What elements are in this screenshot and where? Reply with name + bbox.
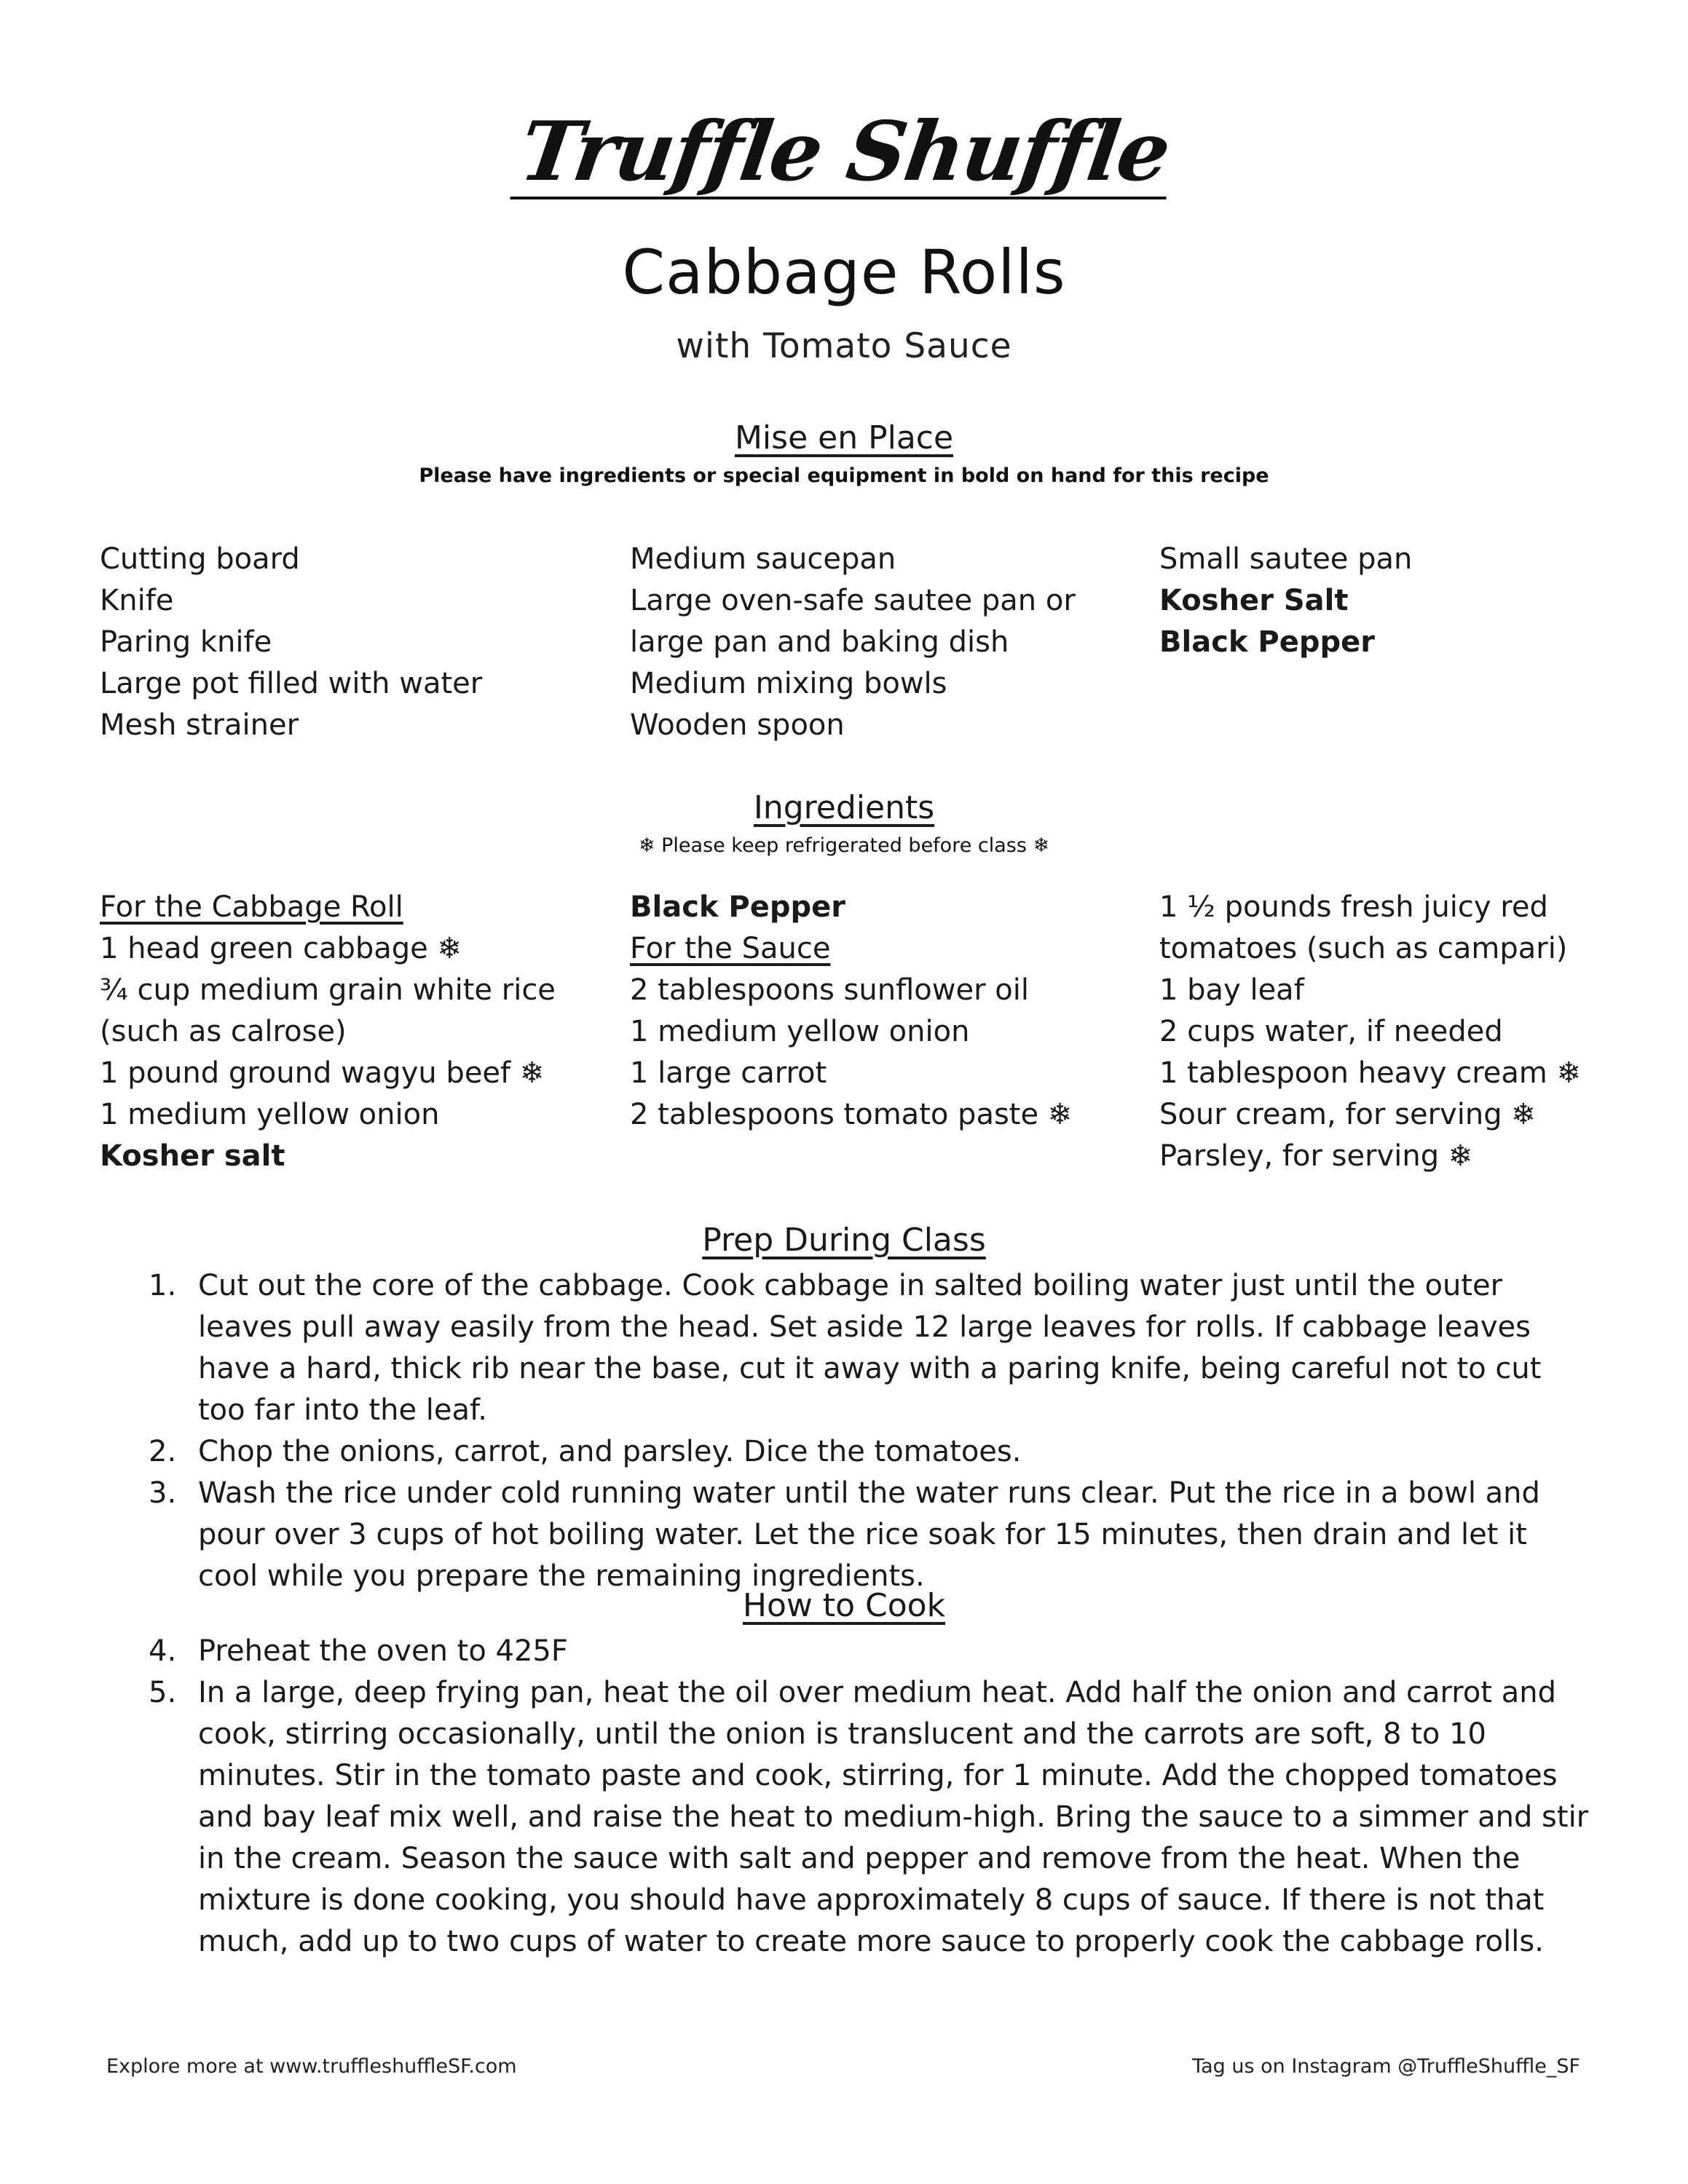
ingredients-column-1 — [100, 887, 556, 1177]
step-item — [149, 1265, 1589, 1431]
ingredient-item: Parsley, for serving ❄ — [1159, 1139, 1473, 1173]
step-item — [149, 1473, 1589, 1597]
step-text: Chop the onions, carrot, and parsley. Dice the tomatoes. — [198, 1435, 1022, 1468]
step-item — [149, 1631, 1589, 1672]
ingredient-item: 2 tablespoons sunflower oil — [630, 973, 1029, 1007]
equipment-item: Large pot filled with water — [100, 667, 483, 700]
prep-steps — [0, 1265, 1688, 1597]
equipment-item: Wooden spoon — [630, 708, 845, 742]
ingredient-item: 1 pound ground wagyu beef ❄ — [100, 1056, 545, 1090]
equipment-column-3 — [1159, 539, 1412, 663]
equipment-item: Mesh strainer — [100, 708, 299, 742]
cook-heading: How to Cook — [742, 1587, 946, 1624]
step-number: 4. — [149, 1634, 177, 1668]
recipe-title: Cabbage Rolls — [622, 237, 1066, 308]
ingredient-item-bold: Kosher salt — [100, 1139, 285, 1173]
mise-en-place-heading: Mise en Place — [734, 419, 954, 456]
ingredient-item: 1 medium yellow onion — [630, 1015, 970, 1048]
sauce-subheading: For the Sauce — [630, 932, 831, 965]
equipment-item: Medium saucepan — [630, 542, 896, 576]
equipment-item: Paring knife — [100, 625, 272, 659]
ingredient-item: 1 bay leaf — [1159, 973, 1304, 1007]
step-number: 5. — [149, 1676, 177, 1709]
ingredient-item: 1 large carrot — [630, 1056, 827, 1090]
mise-en-place-note: Please have ingredients or special equipment in bold on hand for this recipe — [419, 464, 1269, 487]
step-number: 1. — [149, 1269, 177, 1302]
brand-logo-text: Truffle Shuffle — [510, 109, 1178, 199]
ingredient-item: 2 tablespoons tomato paste ❄ — [630, 1098, 1073, 1131]
step-text: Cut out the core of the cabbage. Cook cabbage in salted boiling water just until the outer leaves pull away easily from the head. Set aside 12 large leaves for rolls. If cabbage leaves have a hard, thick rib near the base, cut it away with a paring knife, being careful not to cut too far into the leaf. — [198, 1269, 1542, 1427]
ingredient-item: ¾ cup medium grain white rice — [100, 973, 556, 1007]
ingredient-item: 1 head green cabbage ❄ — [100, 932, 462, 965]
refrigerate-note: ❄ Please keep refrigerated before class ❄ — [638, 834, 1050, 857]
step-text: In a large, deep frying pan, heat the oil over medium heat. Add half the onion and carrot and cook, stirring occasionally, until the onion is translucent and the carrots are soft, 8 to 10 minutes. Stir in the tomato paste and cook, stirring, for 1 minute. Add the chopped tomatoes and bay leaf mix well, and raise the heat to medium-high. Bring the sauce to a simmer and stir in the cream. Season the sauce with salt and pepper and remove from the heat. When the mixture is done cooking, you should have approximately 8 cups of sauce. If there is not that much, add up to two cups of water to create more sauce to properly cook the cabbage rolls. — [198, 1676, 1589, 1958]
ingredients-column-3 — [1159, 887, 1581, 1177]
equipment-column-2 — [630, 539, 1076, 746]
ingredient-item: 1 tablespoon heavy cream ❄ — [1159, 1056, 1582, 1090]
footer-instagram-tag[interactable]: Tag us on Instagram @TruffleShuffle_SF — [1192, 2055, 1580, 2078]
equipment-column-1 — [100, 539, 482, 746]
step-text: Wash the rice under cold running water until the water runs clear. Put the rice in a bowl and pour over 3 cups of hot boiling water. Let the rice soak for 15 minutes, then drain and let it cool while you prepare the remaining ingredients. — [198, 1476, 1540, 1593]
ingredient-item-bold: Black Pepper — [630, 890, 845, 924]
cook-steps — [0, 1631, 1688, 1963]
brand-logo — [0, 104, 1688, 199]
recipe-subtitle: with Tomato Sauce — [676, 326, 1012, 366]
equipment-item: Large oven-safe sautee pan or — [630, 584, 1076, 617]
equipment-item: large pan and baking dish — [630, 625, 1009, 659]
equipment-item: Knife — [100, 584, 174, 617]
step-item — [149, 1672, 1589, 1963]
equipment-item: Small sautee pan — [1159, 542, 1413, 576]
ingredient-item: Sour cream, for serving ❄ — [1159, 1098, 1536, 1131]
prep-heading: Prep During Class — [702, 1222, 986, 1259]
step-item — [149, 1431, 1589, 1473]
ingredient-item: (such as calrose) — [100, 1015, 347, 1048]
equipment-item: Medium mixing bowls — [630, 667, 947, 700]
equipment-item-bold: Black Pepper — [1159, 625, 1375, 659]
step-number: 2. — [149, 1435, 177, 1468]
cabbage-roll-subheading: For the Cabbage Roll — [100, 890, 403, 924]
footer-website-link[interactable]: Explore more at www.truffleshuffleSF.com — [106, 2055, 517, 2078]
ingredient-item: 1 ½ pounds fresh juicy red — [1159, 890, 1548, 924]
step-text: Preheat the oven to 425F — [198, 1634, 568, 1668]
ingredient-item: 1 medium yellow onion — [100, 1098, 440, 1131]
ingredient-item: 2 cups water, if needed — [1159, 1015, 1503, 1048]
ingredient-item: tomatoes (such as campari) — [1159, 932, 1568, 965]
equipment-item: Cutting board — [100, 542, 300, 576]
ingredients-heading: Ingredients — [753, 789, 935, 826]
ingredients-column-2 — [630, 887, 1072, 1136]
step-number: 3. — [149, 1476, 177, 1510]
equipment-item-bold: Kosher Salt — [1159, 584, 1349, 617]
